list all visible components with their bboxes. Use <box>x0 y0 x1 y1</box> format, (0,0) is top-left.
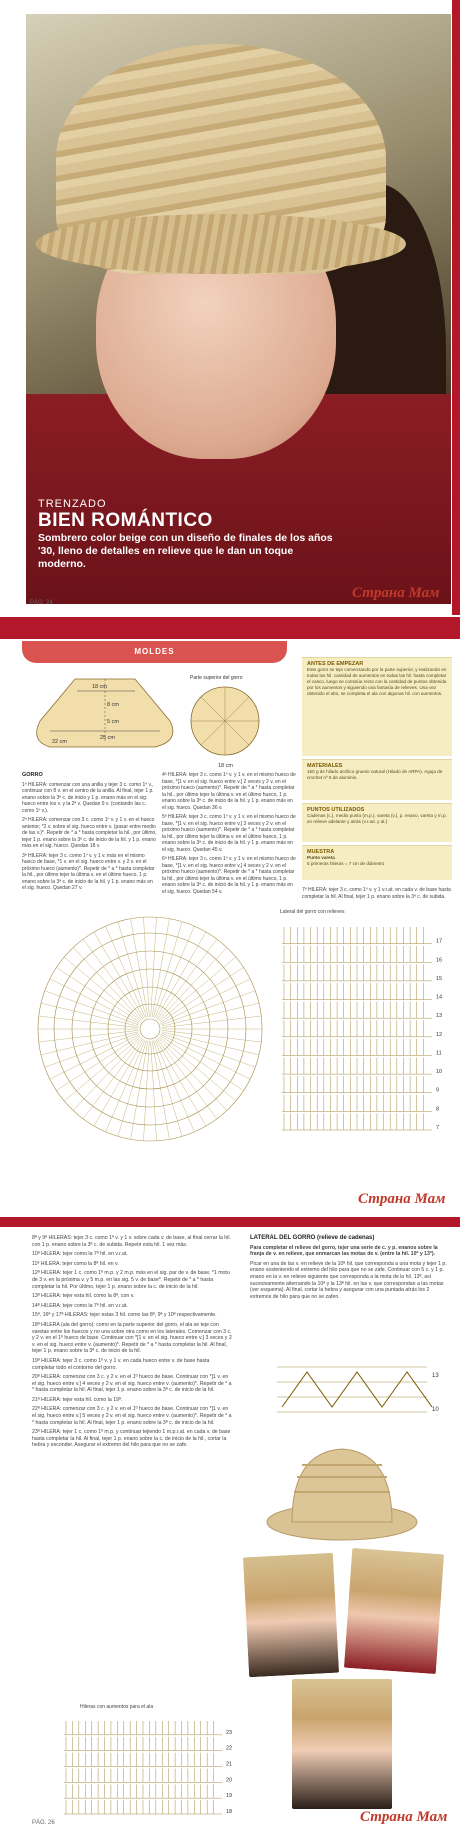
muestra-body: 5 primeras hileras = 7 cm de diámetro <box>307 861 385 866</box>
chart-stitch-spoke <box>50 979 139 1024</box>
row-23: 23ª HILERA: tejer 1 c. como 1º m.p. y continuar tejiendo 1 m.p.r.at. en cada v. de base hasta completar la hil. Al final, tejer 1 p. enano sobre la c. de inicio de la hil., cortar la hebra y esconder. Asegurar el extremo del hilo para que no se zafe. <box>32 1429 231 1449</box>
chart-stitch-spoke <box>155 1040 195 1132</box>
antes-box <box>302 657 452 756</box>
chart-row-number: 23 <box>226 1729 233 1736</box>
lateral-chart-label: Lateral del gorro con relieves <box>280 909 345 915</box>
chart-stitch-spoke <box>151 917 157 1017</box>
dim-h1: 8 cm <box>107 702 119 708</box>
row-14: 14ª HILERA: tejer como la 7ª hil. en v.r.at. <box>32 1302 128 1309</box>
row-15-17: 15ª, 16ª y 17ª HILERAS: tejer estas 3 hil. como las 8ª, 9ª y 10ª respectivamente. <box>32 1312 217 1319</box>
moldes-title: MOLDES <box>134 647 175 656</box>
chart-row-number: 9 <box>436 1087 440 1094</box>
row-8-9: 8ª y 9ª HILERAS: tejer 3 c. como 1º v. y 1 v. sobre cada v. de base, al final cerrar la hil. con 1 p. enano sobre la 3ª c. de subida. Repetir esta hil. 1 vez más. <box>32 1235 231 1248</box>
row-20: 20ª HILERA: comenzar con 3 c. y 2 v. en el 1º hueco de base. Continuar con *[1 v. en el sig. hueco entre v.] 4 veces y 2 v. en el sig. hueco entre v. (aumento)*. Repetir de * a * hasta completar la hil. Al final, tejer 1 p. enano sobre la 3ª c. de inicio de la hil. <box>32 1374 232 1394</box>
model-photo-3 <box>292 1679 392 1809</box>
gorro-column-2 <box>162 772 297 898</box>
brim-crochet-chart <box>60 1713 240 1818</box>
chart2-label: Hileras con aumentos para el ala <box>80 1704 154 1710</box>
chart-row-number: 13 <box>436 1013 443 1020</box>
gorro-column <box>22 772 157 895</box>
chart-row-number: 16 <box>436 957 443 964</box>
row-11: 11ª HILERA: tejer como la 8ª hil. en v. <box>32 1260 119 1267</box>
chart-stitch-spoke <box>106 926 146 1018</box>
gorro-title: GORRO <box>22 772 43 778</box>
photo-caption <box>38 498 338 571</box>
puntos-title: PUNTOS UTILIZADOS <box>307 807 365 813</box>
chart-row-number: 20 <box>226 1777 233 1784</box>
chart-stitch-spoke <box>156 932 206 1019</box>
mold-diagram <box>30 671 290 771</box>
lateral-crochet-chart <box>278 919 450 1139</box>
chart-stitch-spoke <box>94 1039 144 1126</box>
chart-stitch-spoke <box>41 1032 138 1055</box>
hat-product-photo <box>262 1437 422 1547</box>
chart-row-number: 12 <box>436 1031 443 1038</box>
chart-row-number: 19 <box>226 1793 233 1800</box>
materiales-title: MATERIALES <box>307 763 343 769</box>
dim-w3: 22 cm <box>52 739 67 745</box>
caption-kicker: TRENZADO <box>38 498 107 510</box>
rows-column <box>32 1235 232 1452</box>
chart-stitch-spoke <box>73 948 142 1021</box>
chart-stitch-spoke <box>143 1041 149 1141</box>
gorro-row-4: 4ª HILERA: tejer 3 c. como 1º v. y 1 v. en el mismo hueco de base, *[1 v. en el sig. hueco entre v.] 2 veces y 2 v. en el próximo hueco (aumento)*. Repetir de * a * hasta completar la hil., por último tejer la última v. en el último hueco, 1 p. enano sobre la 3ª c. de inicio de la hil. y 1 p. enano más en el sig. hueco. Quedan 36 v. <box>162 772 296 811</box>
row-12: 12ª HILERA: tejer 1 c. como 1º m.p. y 2 m.p. más en el sig. par de v. de base, *1 motu de 3 v. en la próxima v. y 5 m.p. en las sig. 5 v. de base*. Repetir de * a * hasta completar la hil. Por último, tejer 1 p. enano sobre la c. de inicio de la hil. <box>32 1270 230 1290</box>
model-photo-1 <box>243 1553 339 1678</box>
chart-stitch-spoke <box>83 939 143 1019</box>
chart-stitch-spoke <box>39 1016 138 1028</box>
chart-stitch-spoke <box>162 1016 261 1028</box>
dim-w2: 25 cm <box>100 735 115 741</box>
chart-row-number: 7 <box>436 1125 440 1131</box>
chart-stitch-spoke <box>143 917 149 1017</box>
row-21: 21ª HILERA: tejer esta hil. como la 19ª. <box>32 1396 123 1403</box>
materiales-body: 150 g de hilado acrílico grueso natural (Hilado de ARPA). Aguja de crochet nº 5 de aluminio. <box>307 769 443 780</box>
dim-h2: 5 cm <box>107 719 119 725</box>
page-top-band <box>0 617 460 639</box>
chart-row-number: 21 <box>226 1761 233 1768</box>
dim-circle: 18 cm <box>218 763 233 769</box>
chart-stitch-spoke <box>156 1039 206 1126</box>
gorro-row-2: 2ª HILERA: comenzar con 3 c. como 1º v. y 1 v. en el hueco anterior; *2 v. sobre el sig. hueco entre v. (pasar entre medio de las v.)*. Repetir de * a * hasta completar la hil., por último, tejer 1 p. enano sobre la 3ª c. de inicio de la hil. y 1 p. enano más en el sig. hueco. Quedan 18 v. <box>22 817 157 849</box>
chart-row-number: 11 <box>436 1050 442 1057</box>
circular-crochet-chart <box>30 909 270 1149</box>
magazine-page-photo <box>0 0 460 615</box>
row-18: 18ª HILERA (ala del gorro): como en la parte superior del gorro, el ala se teje con varetas entre los huecos y no una sobre otra como en los laterales. Comenzar con 3 c. y 2 v. en el 1º hueco de base. Continuar con *[1 v. en el sig. hueco entre v.] 3 veces y 2 v. en el sig. hueco entre v. (aumento)*. Repetir de * a * hasta completar la hil. Al final, tejer 1 p. enano sobre la 3ª c. de inicio de la hil. <box>32 1321 232 1355</box>
chart-row-number: 17 <box>436 938 443 945</box>
magazine-page-moldes <box>0 617 460 1215</box>
chart-stitch-spoke <box>39 1030 138 1042</box>
chart3-num-13: 13 <box>432 1373 439 1379</box>
chain-relief-chart <box>272 1357 442 1427</box>
row-22: 22ª HILERA: comenzar con 3 c. y 2 v. en el 1º hueco de base. Continuar con *[1 v. en el sig. hueco entre v.] 5 veces y 2 v. en el sig. hueco entre v. (aumento)*. Repetir de * a * hasta completar la hil. Al final, tejer 1 p. enano sobre la 3ª c. de inicio de la hil. <box>32 1406 232 1426</box>
chart-stitch-spoke <box>157 939 217 1019</box>
caption-description: Sombrero color beige con un diseño de finales de los años '30, lleno de detalles en relieve que le dan un toque moderno. <box>38 532 333 570</box>
chart-row-number: 8 <box>436 1106 440 1113</box>
chart-stitch-spoke <box>56 1036 140 1091</box>
gorro-row-6: 6ª HILERA: tejer 3 c. como 1º v. y 1 v. en el mismo hueco de base, *[1 v. en el sig. hueco entre v.] 4 veces y 2 v. en el próximo hueco (aumento)*. Repetir de * a * hasta completar la hil., por último tejer la última v. en el último hueco, 1 p. enano sobre la 3ª c. de inicio de la hil. y 1 p. enano más en el sig. hueco. Quedan 54 v. <box>162 856 296 895</box>
chart-row-number: 14 <box>436 994 443 1001</box>
chart-stitch-spoke <box>151 1041 157 1141</box>
watermark-3: Страна Мам <box>360 1809 448 1825</box>
dim-w1: 18 cm <box>92 684 107 690</box>
gorro-row-3: 3ª HILERA: tejer 3 c. como 1º v. y 1 v. más en el mismo hueco de base, *1 v. en el sig. hueco entre v. y 2 v. en el próximo hueco (aumento)*. Repetir de * a * hasta completar la hil., por último tejer la última v. en el último hueco, 1 p. enano sobre la 3ª c. de inicio de la hil. y 1 p. enano más en el sig. hueco. Quedan 27 v. <box>22 852 155 891</box>
page-number-3: PÁG. 26 <box>32 1820 55 1826</box>
chart-row-number: 10 <box>436 1069 443 1076</box>
watermark-2: Страна Мам <box>358 1191 446 1207</box>
antes-body: Este gorro se teje comenzando por la parte superior, y realizando en todas las hil. cantidad de aumentos en todas las hil. hasta completar el casco, luego se continúa recto con la cantidad de puntos obtenida por los aumentos y siguiendo una fantasía de relieves. Una vez obtenido el alto, se completa el ala con algunas hil. con aumentos. <box>307 667 447 696</box>
row-10: 10ª HILERA: tejer como la 7ª hil. en v.r.at. <box>32 1251 128 1258</box>
chart-stitch-spoke <box>158 1038 227 1111</box>
chart-stitch-spoke <box>83 1039 143 1119</box>
puntos-box <box>302 803 452 842</box>
chart-stitch-spoke <box>106 1040 146 1132</box>
chart-stitch-spoke <box>162 1003 259 1026</box>
gorro-row-5: 5ª HILERA: tejer 3 c. como 1º v. y 1 v. en el mismo hueco de base, *[1 v. en el sig. hueco entre v.] 3 veces y 2 v. en el próximo hueco (aumento)*. Repetir de * a * hasta completar la hil., por último tejer la última v. en el último hueco, 1 p. enano sobre la 3ª c. de inicio de la hil. y 1 p. enano más en el sig. hueco. Quedan 45 v. <box>162 814 296 853</box>
chart-stitch-spoke <box>158 948 227 1021</box>
gorro-row-7: 7ª HILERA: tejer 3 c. como 1º v. y 1 v.r.at. en cada v. de base hasta completar la hil. Al final, tejer 1 p. enano sobre la 3ª c. de subida. <box>302 887 451 900</box>
chart-stitch-spoke <box>160 967 244 1022</box>
row-19: 19ª HILERA: tejer 3 c. como 1º v. y 1 v. en cada hueco entre v. de base hasta completar todo el contorno del gorro. <box>32 1357 210 1371</box>
muestra-subtitle: Punto vareta <box>307 855 335 860</box>
puntos-body: Cadenas (c.), medio punto (m.p.), vareta (v.), p. enano, vareta y m.p. en relieve adelante y atrás (v.r.ad. y at.) <box>307 813 447 824</box>
mold-label: Parte superior del gorro <box>190 675 243 681</box>
row-13: 13ª HILERA: tejer esta hil. como la 8ª, con v. <box>32 1293 135 1300</box>
chart-row-number: 18 <box>226 1809 233 1815</box>
lateral-column <box>250 1235 450 1303</box>
magazine-page-instructions <box>0 1217 460 1831</box>
chart-stitch-spoke <box>160 1036 244 1091</box>
chart-stitch-spoke <box>157 1039 217 1119</box>
chart3-num-10: 10 <box>432 1407 439 1413</box>
page-top-band <box>0 1217 460 1227</box>
antes-title: ANTES DE EMPEZAR <box>307 661 364 667</box>
chart-stitch-spoke <box>41 1003 138 1026</box>
chart-stitch-spoke <box>155 926 195 1018</box>
chart-stitch-spoke <box>50 1034 139 1079</box>
page-number: PÁG. 24 <box>30 600 53 606</box>
moldes-header <box>22 641 287 663</box>
model-photo-2 <box>344 1548 444 1674</box>
row-7-text <box>302 887 452 903</box>
chart-stitch-spoke <box>56 967 140 1022</box>
lateral-title: LATERAL DEL GORRO (relieve de cadenas) <box>250 1235 375 1241</box>
materiales-box <box>302 759 452 800</box>
chart-stitch-spoke <box>162 1032 259 1055</box>
lateral-intro: Para completar el relieve del gorro, tejer una serie de c. y p. enanos sobre la franja de v. en relieve, que enmarcan las motas de v. (entre la hil. 10ª y 13ª). <box>250 1244 438 1258</box>
chart-stitch-spoke <box>73 1038 142 1111</box>
chart-row-number: 15 <box>436 975 443 982</box>
chart-row-number: 22 <box>226 1745 233 1752</box>
chart-stitch-spoke <box>161 1034 250 1079</box>
lateral-body: Picar en una de las v. en relieve de la 10ª hil. que corresponda a una mota y tejer 1 p. enano sosteniendo el extremo del hilo para que no se zafe. Continuar con 5 c. y 1 p. enano en la v. en relieve siguiente que corresponda a la mota de la hil. 13ª, así sucesivamente alternando la 10ª y la 13ª hil. en las v. que correspondan a las motas (ver esquema). Al final, cortar la hebra y asegurar con una puntada atrás los 2 extremos de hilo para que no se zafen. <box>250 1260 447 1300</box>
hat-brim <box>36 214 406 274</box>
gorro-row-1: 1ª HILERA: comenzar con una anilla y tejer 3 c. como 1º v., continuar con 8 v. en el centro de la anilla. Al final, tejer 1 p. enano sobre la 3ª c. de inicio y 1 p. enano más en el sig. hueco entre los v. y la 2ª v. Quedan 9 v. (contando las c. como 1º v.). <box>22 781 154 814</box>
chart-stitch-spoke <box>94 932 144 1019</box>
chart-stitch-spoke <box>161 979 250 1024</box>
muestra-box <box>302 845 452 880</box>
caption-title: BIEN ROMÁNTICO <box>38 510 213 531</box>
chart-stitch-spoke <box>162 1030 261 1042</box>
page-edge <box>452 0 460 615</box>
watermark: Страна Мам <box>352 585 440 601</box>
muestra-title: MUESTRA <box>307 849 335 855</box>
